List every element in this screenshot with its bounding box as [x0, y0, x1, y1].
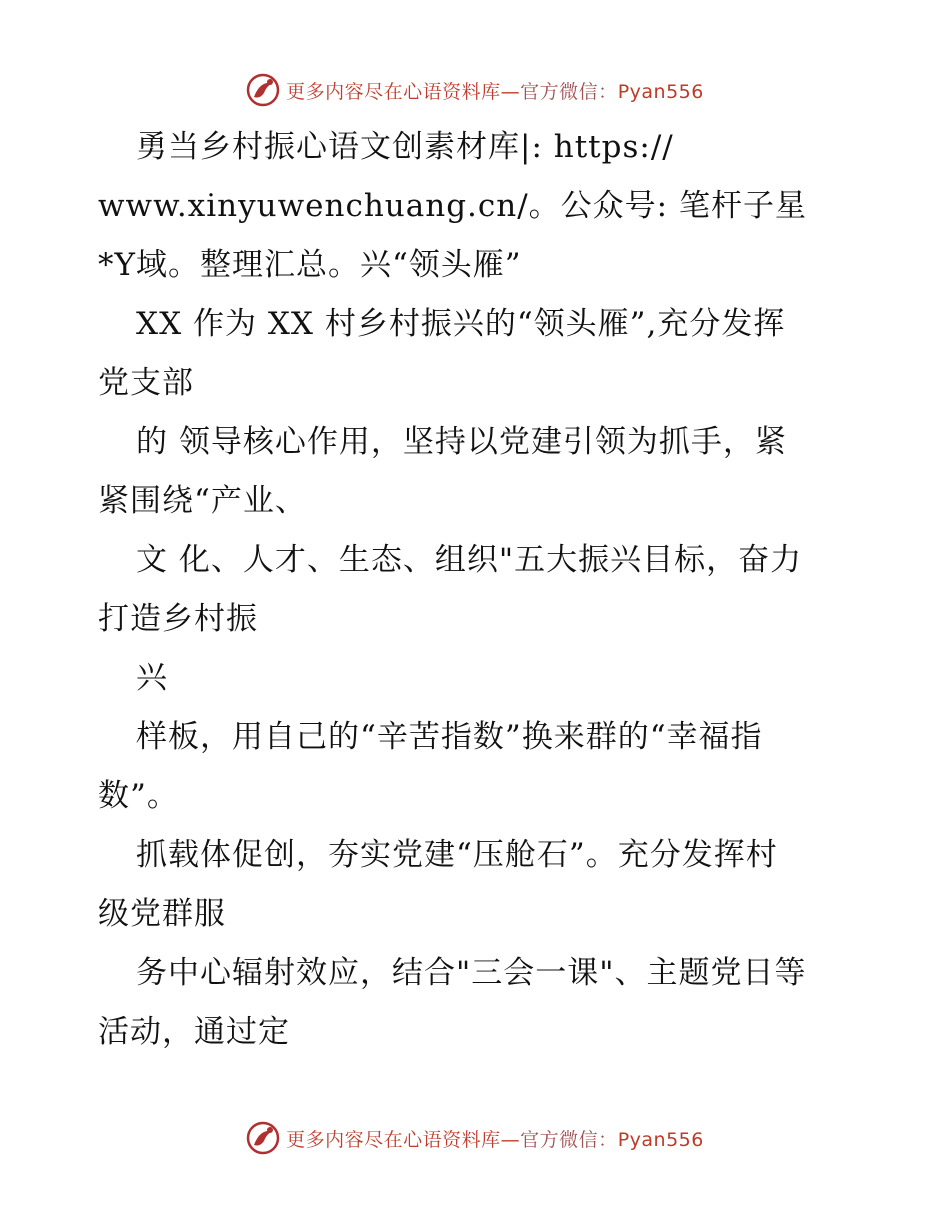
body-line: 打造乡村振 [98, 601, 258, 637]
banner-dash: — [500, 80, 521, 103]
banner-dash: — [500, 1128, 521, 1151]
body-line: 务中心辐射效应，结合"三会一课"、主题党日等 [136, 955, 807, 991]
banner-wechat-label: 官方微信： [520, 80, 618, 103]
body-line: XX 作为 XX 村乡村振兴的“领头雁”,充分发挥 [136, 306, 786, 342]
banner-main-text: 更多内容尽在心语资料库 [286, 80, 501, 103]
body-line: 的 领导核心作用，坚持以党建引领为抓手，紧 [136, 424, 787, 460]
body-line: 数”。 [98, 778, 179, 814]
body-line: 文 化、人才、生态、组织"五大振兴目标，奋力 [136, 542, 803, 578]
body-line: 级党群服 [98, 896, 226, 932]
header-watermark [0, 70, 950, 110]
body-line: 兴 [136, 660, 168, 696]
body-line: *Y域。整理汇总。兴“领头雁” [98, 247, 522, 283]
body-line: 紧围绕“产业、 [98, 483, 307, 519]
banner-wechat-id: Pyan556 [617, 80, 704, 103]
document-body [98, 118, 858, 1062]
body-line: 抓载体促创，夯实党建“压舱石”。充分发挥村 [136, 837, 778, 873]
logo-icon [246, 1121, 280, 1155]
banner-wechat-id: Pyan556 [617, 1128, 704, 1151]
banner-main-text: 更多内容尽在心语资料库 [286, 1128, 501, 1151]
banner-wechat-label: 官方微信： [520, 1128, 618, 1151]
body-line: 活动，通过定 [98, 1014, 290, 1050]
footer-watermark [0, 1118, 950, 1158]
body-line: 党支部 [98, 365, 194, 401]
body-line: 样板，用自己的“辛苦指数”换来群的“幸福指 [136, 719, 763, 755]
body-line: 勇当乡村振心语文创素材库|: https:// [136, 129, 674, 165]
logo-icon [246, 73, 280, 107]
body-line: www.xinyuwenchuang.cn/。公众号: 笔杆子星 [98, 188, 807, 224]
